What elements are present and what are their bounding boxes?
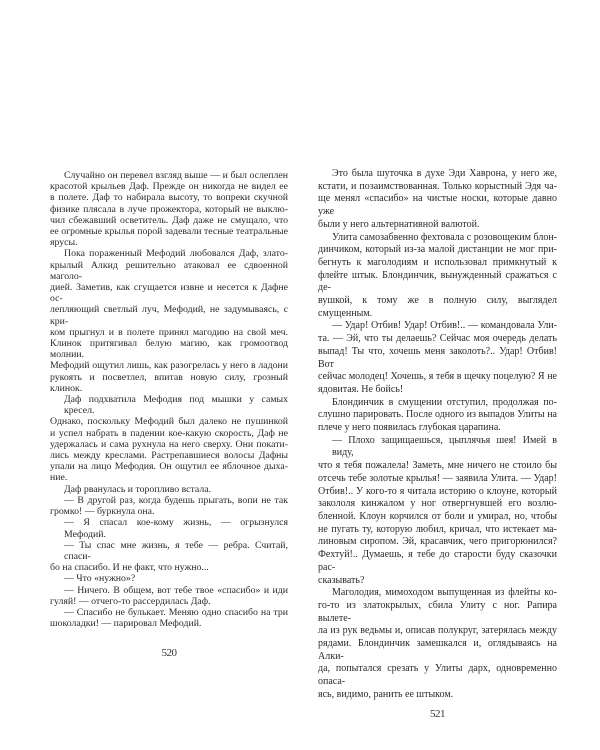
text-line: да, попытался срезать у Улиты дарх, одновременно опаса- (318, 663, 557, 688)
text-line: динчиком, который из-за малой дистанции не мог при- (318, 244, 557, 256)
paragraph (50, 573, 288, 584)
text-line: — Спасибо не булькает. Меняю одно спасибо на три (64, 606, 288, 618)
text-line: ла из рук ведьмы и, описав полукруг, затерялась между (318, 625, 557, 637)
paragraph (318, 587, 557, 701)
page-number-left: 520 (161, 647, 177, 660)
paragraph (318, 435, 557, 587)
text-line: что я тебя пожалела! Заметь, мне ничего не стоило бы (318, 460, 557, 472)
text-line: го-то из златокрылых, сбила Улиту с ног. Рапира вылете- (318, 599, 557, 624)
paragraph (50, 484, 288, 495)
text-line: отсечь тебе золотые крылья! — заявила Улита. — Удар! (318, 472, 557, 484)
text-line: Даф рванулась и торопливо встала. (64, 483, 212, 495)
paragraph (50, 517, 288, 539)
text-line: ком прыгнул и в полете принял магодию на свой меч. (50, 326, 288, 338)
right-page-text (318, 168, 557, 702)
text-line: Мефодий ощутил лишь, как разогрелась у него в ладони (50, 360, 288, 372)
text-line: лепляющий светлый луч, Мефодий, не задумываясь, с кри- (50, 304, 288, 327)
text-line: Однако, поскольку Мефодий был далеко не пушинкой (50, 416, 288, 428)
paragraph (318, 232, 557, 321)
text-line: и успел набрать в падении кое-какую скорость, Даф не (50, 427, 288, 439)
text-line: Клинок притягивал белую магию, как громоотвод молнии. (50, 338, 288, 361)
paragraph (50, 170, 288, 248)
text-line: крылый Алкид решительно атаковал ее сдвоенной маголо- (50, 259, 288, 282)
text-line: лись между креслами. Растрепавшиеся волосы Дафны (50, 450, 288, 462)
text-line: Даф подхватила Мефодия под мышки у самых кресел. (64, 394, 288, 417)
text-line: плече у него появилась глубокая царапина. (318, 422, 501, 434)
text-line: шоколадки! — парировал Мефодий. (50, 618, 202, 630)
paragraph (50, 585, 288, 607)
text-line: Улита самозабвенно фехтовала с розовощеким блон- (332, 231, 557, 243)
text-line: линовым сиропом. Эй, красавчик, чего пригорюнился? (318, 536, 557, 548)
text-line: — Я спасал кое-кому жизнь, — огрызнулся Мефодий. (64, 517, 288, 540)
text-line: Маголодия, мимоходом выпущенная из флейты ко- (332, 587, 557, 599)
text-line: слушно парировать. После одного из выпадов Улиты на (318, 409, 557, 421)
text-line: — Удар! Отбив! Удар! Отбив!.. — командовала Ули- (332, 320, 557, 332)
paragraph (318, 320, 557, 396)
text-line: громко! — буркнула она. (50, 506, 155, 518)
text-line: выпад! Ты что, хочешь меня заколоть?.. Удар! Отбив! Вот (318, 345, 557, 370)
text-line: ядовитая. Не бойсь! (318, 383, 404, 395)
text-line: сейчас молодец! Хочешь, я тебя в щечку поцелую? Я не (318, 371, 557, 383)
paragraph (318, 397, 557, 435)
text-line: красотой крыльев Даф. Прежде он никогда не видел ее (50, 181, 288, 193)
paragraph (318, 168, 557, 232)
left-page-text (50, 170, 288, 629)
paragraph (50, 394, 288, 484)
text-line: та. — Эй, что ты делаешь? Сейчас моя очередь делать (318, 333, 557, 345)
text-line: гуляй! — отчего-то рассердилась Даф. (50, 595, 211, 607)
text-line: — Что «нужно»? (64, 573, 136, 585)
text-line: ще менял «спасибо» на чистые носки, которые давно уже (318, 193, 557, 218)
paragraph (50, 607, 288, 629)
text-line: Фехтуй!.. Думаешь, я тебе до старости буду сказочки рас- (318, 549, 557, 573)
text-line: упали на лицо Мефодия. Он ощутил ее яблочное дыха- (50, 461, 288, 473)
text-line: бегнуть к маголодиям и использовал примкнутый к (318, 256, 557, 268)
text-line: ее огромные крылья порой задевали тесные театральные (50, 226, 288, 238)
text-line: физике плясала в луче прожектора, который не выклю- (50, 203, 288, 215)
text-line: — Плохо защищаешься, цыплячья шея! Имей в виду, (332, 434, 557, 459)
text-line: ярусы. (50, 237, 78, 249)
text-line: — Ничего. В общем, вот тебе твое «спасибо» и иди (64, 584, 288, 596)
paragraph (50, 248, 288, 394)
text-line: чил сбежавший осветитель. Даф даже не смущало, что (50, 214, 288, 226)
text-line: Пока пораженный Мефодий любовался Даф, злато- (64, 248, 288, 260)
text-line: бленной. Клоун корчился от боли и умирал, но, чтобы (318, 510, 557, 522)
page-number-right: 521 (430, 707, 445, 720)
paragraph (50, 495, 288, 517)
text-line: флейте штык. Блондинчик, вынужденный сражаться с де- (318, 269, 557, 294)
text-line: Отбив!.. У кого-то я читала историю о клоуне, который (318, 485, 557, 497)
text-line: сказывать? (318, 574, 365, 586)
left-page (50, 170, 288, 660)
text-line: Случайно он перевел взгляд выше — и был ослеплен (64, 170, 288, 181)
text-line: Это была шуточка в духе Эди Хаврона, у него же, (332, 168, 557, 179)
text-line: — В другой раз, когда будешь прыгать, вопи не так (64, 494, 288, 506)
text-line: ние. (50, 472, 68, 484)
text-line: были у него альтернативной валютой. (318, 218, 480, 230)
text-line: рядами. Блондинчик замешкался и, оглядываясь на Алки- (318, 638, 557, 662)
text-line: в полете. Даф то набирала высоту, то вопреки скучной (50, 192, 288, 204)
text-line: — Ты спас мне жизнь, я тебе — ребра. Считай, спаси- (64, 539, 288, 562)
text-line: бо на спасибо. И не факт, что нужно... (50, 562, 209, 574)
right-page (318, 168, 557, 721)
text-line: закололя кинжалом у ног отвергнувшей его возлю- (318, 498, 557, 510)
text-line: вушкой, к тому же в полную силу, выглядел смущенным. (318, 295, 557, 319)
text-line: удержалась и сама рухнула на него сверху. Они покати- (50, 438, 288, 450)
text-line: кстати, и позаимствованная. Только корыстный Эдя ча- (318, 180, 557, 192)
text-line: дией. Заметив, как сгущается извне и несется к Дафне ос- (50, 282, 288, 305)
text-line: ясь, видимо, ранить ее штыком. (318, 688, 454, 700)
text-line: Блондинчик в смущении отступил, продолжая по- (332, 396, 557, 408)
text-line: рукоять и посветлел, впитав новую силу, грозный клинок. (50, 371, 288, 394)
text-line: не пугать ту, которую любил, кричал, что истекает ма- (318, 523, 557, 535)
paragraph (50, 540, 288, 574)
